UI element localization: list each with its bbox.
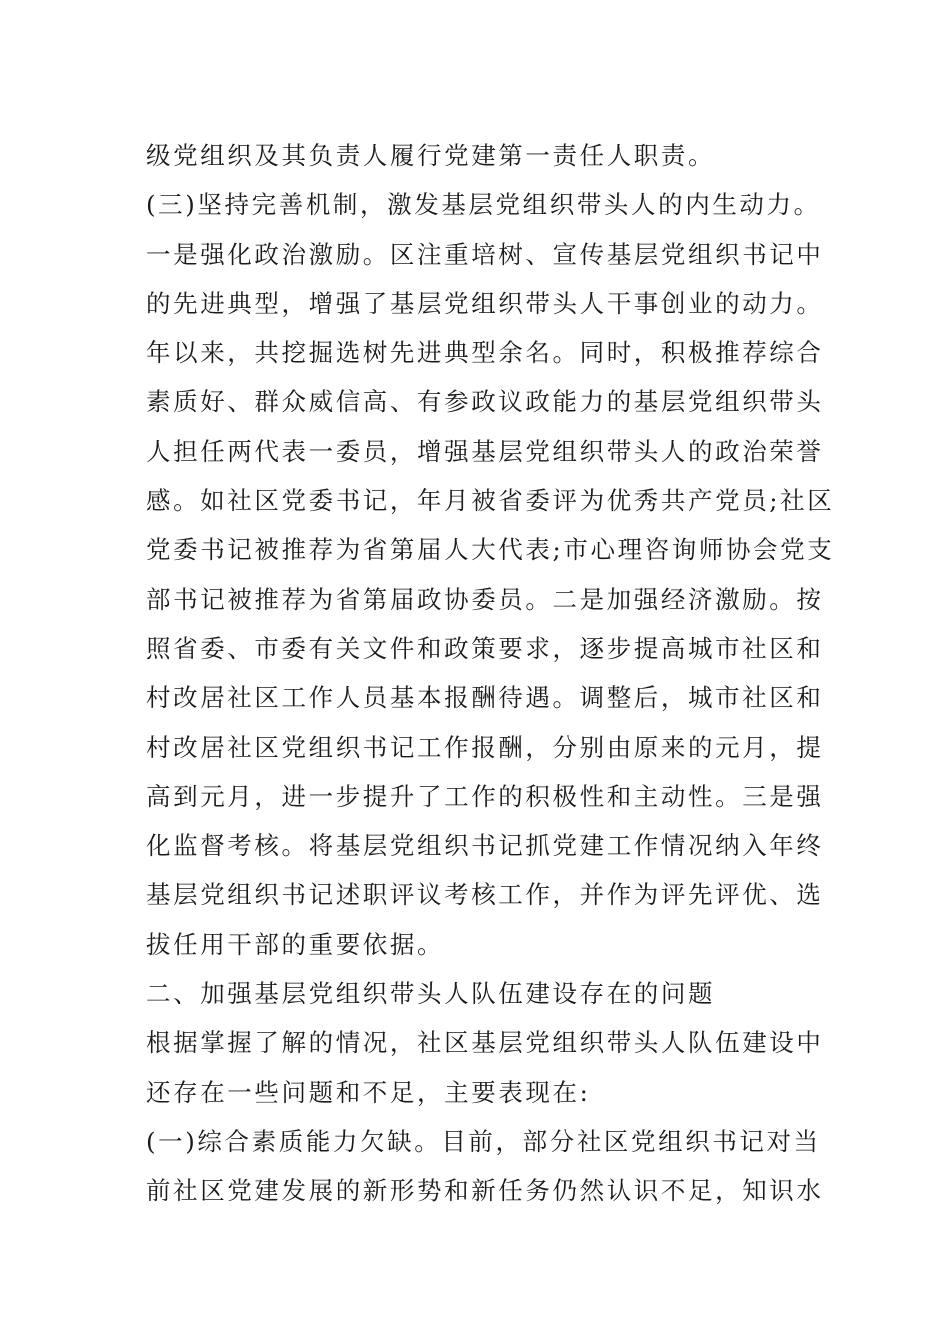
text-line: 化监督考核。将基层党组织书记抓党建工作情况纳入年终	[146, 831, 824, 861]
text-line: 的先进典型，增强了基层党组织带头人干事创业的动力。	[146, 288, 824, 318]
text-line: 村改居社区工作人员基本报酬待遇。调整后，城市社区和	[146, 683, 824, 713]
section-heading: (三)坚持完善机制，激发基层党组织带头人的内生动力。	[146, 190, 821, 220]
text-line: 基层党组织书记述职评议考核工作，并作为评先评优、选	[146, 880, 824, 910]
text-line: 部书记被推荐为省第届政协委员。二是加强经济激励。按	[146, 584, 824, 614]
document-body	[146, 131, 835, 1216]
text-line: 人担任两代表一委员，增强基层党组织带头人的政治荣誉	[146, 436, 824, 466]
text-line: 村改居社区党组织书记工作报酬，分别由原来的元月，提	[146, 732, 824, 762]
text-line: 照省委、市委有关文件和政策要求，逐步提高城市社区和	[146, 633, 824, 663]
text-line: 拔任用干部的重要依据。	[146, 929, 445, 959]
text-line: 党委书记被推荐为省第届人大代表;市心理咨询师协会党支	[146, 535, 835, 565]
text-line: 一是强化政治激励。区注重培树、宣传基层党组织书记中	[146, 239, 824, 269]
text-line: 根据掌握了解的情况，社区基层党组织带头人队伍建设中	[146, 1028, 824, 1058]
text-line: 感。如社区党委书记，年月被省委评为优秀共产党员;社区	[146, 486, 835, 516]
text-line: 高到元月，进一步提升了工作的积极性和主动性。三是强	[146, 781, 824, 811]
text-line: 前社区党建发展的新形势和新任务仍然认识不足，知识水	[146, 1176, 824, 1206]
text-line: 级党组织及其负责人履行党建第一责任人职责。	[146, 141, 716, 170]
text-line: 素质好、群众威信高、有参政议政能力的基层党组织带头	[146, 387, 824, 417]
section-heading: 二、加强基层党组织带头人队伍建设存在的问题	[146, 979, 716, 1009]
text-line: 还存在一些问题和不足，主要表现在:	[146, 1077, 591, 1107]
text-line: 年以来，共挖掘选树先进典型余名。同时，积极推荐综合	[146, 338, 824, 368]
subsection-heading: (一)综合素质能力欠缺。目前，部分社区党组织书记对当	[146, 1126, 821, 1156]
